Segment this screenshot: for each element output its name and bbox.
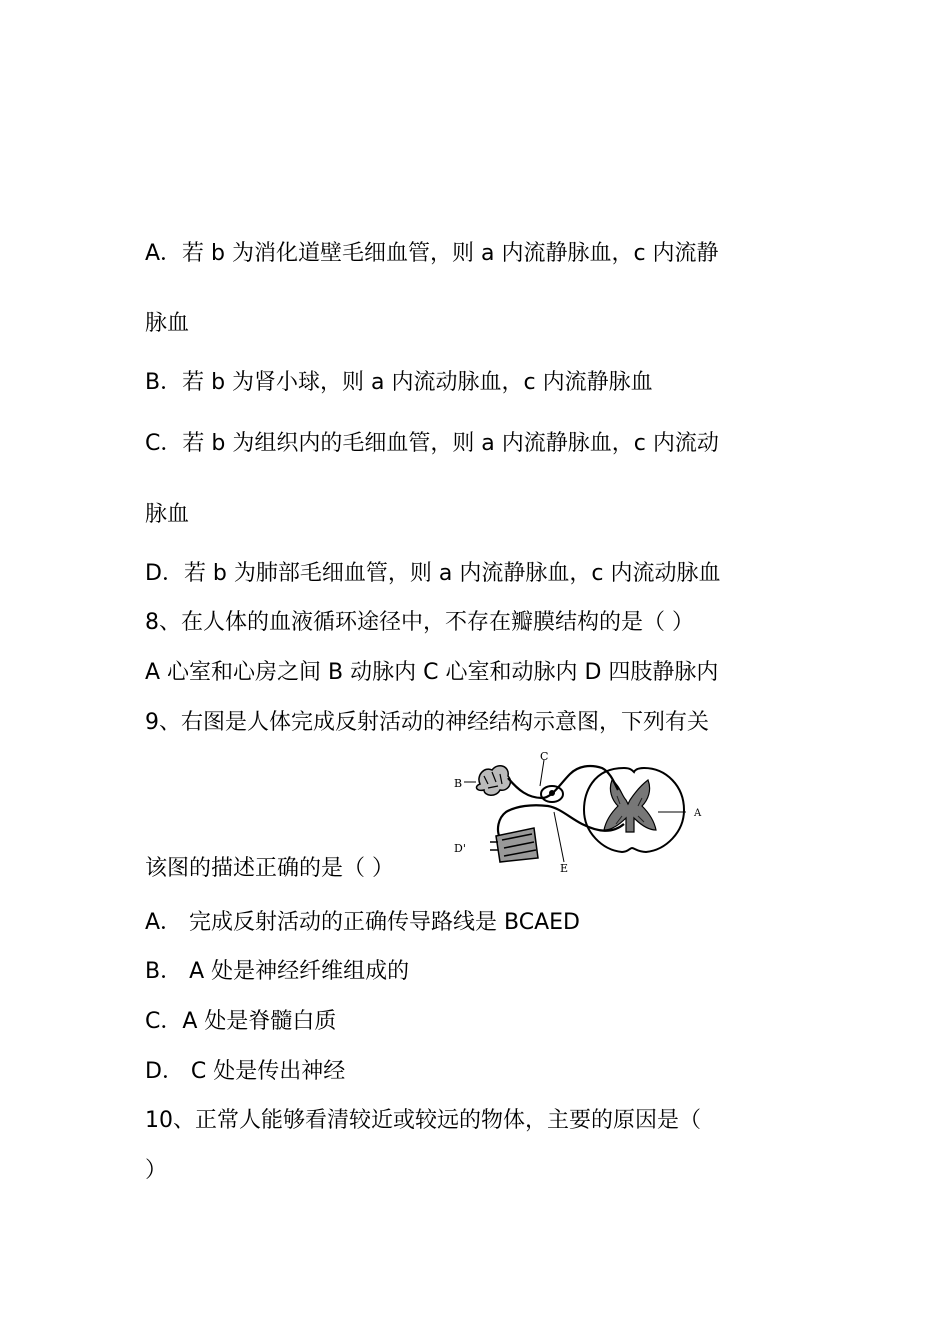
figure-label-d: D' [454,842,466,855]
q7-option-c-line1: C．若 b 为组织内的毛细血管，则 a 内流静脉血，c 内流动 [145,431,719,456]
q7-option-a-line2: 脉血 [145,311,190,336]
q10-stem-line2: ） [145,1158,168,1183]
q8-stem: 8、在人体的血液循环途径中，不存在瓣膜结构的是（ ） [145,610,694,635]
q9-option-d: D． C 处是传出神经 [145,1059,346,1084]
q9-option-c: C．A 处是脊髓白质 [145,1009,337,1034]
reflex-arc-figure [452,746,708,876]
q9-option-b: B． A 处是神经纤维组成的 [145,959,410,984]
receptor-skin [477,766,511,796]
q9-option-a: A． 完成反射活动的正确传导路线是 BCAED [145,910,580,935]
q9-stem-line2: 该图的描述正确的是（ ） [145,856,394,881]
figure-label-c: C [540,750,549,763]
q7-option-d: D．若 b 为肺部毛细血管，则 a 内流静脉血，c 内流动脉血 [145,561,721,586]
q7-option-c-line2: 脉血 [145,502,190,527]
figure-label-b: B [454,777,463,790]
q8-options: A 心室和心房之间 B 动脉内 C 心室和动脉内 D 四肢静脉内 [145,660,719,685]
gray-matter [604,780,656,832]
figure-label-a: A [694,808,702,819]
q7-option-b: B．若 b 为肾小球，则 a 内流动脉血，c 内流静脉血 [145,370,653,395]
figure-label-e: E [560,862,569,875]
q7-option-a-line1: A．若 b 为消化道壁毛细血管，则 a 内流静脉血，c 内流静 [145,241,719,266]
q10-stem-line1: 10、正常人能够看清较近或较远的物体，主要的原因是（ [145,1108,701,1133]
q9-stem-line1: 9、右图是人体完成反射活动的神经结构示意图，下列有关 [145,710,709,735]
